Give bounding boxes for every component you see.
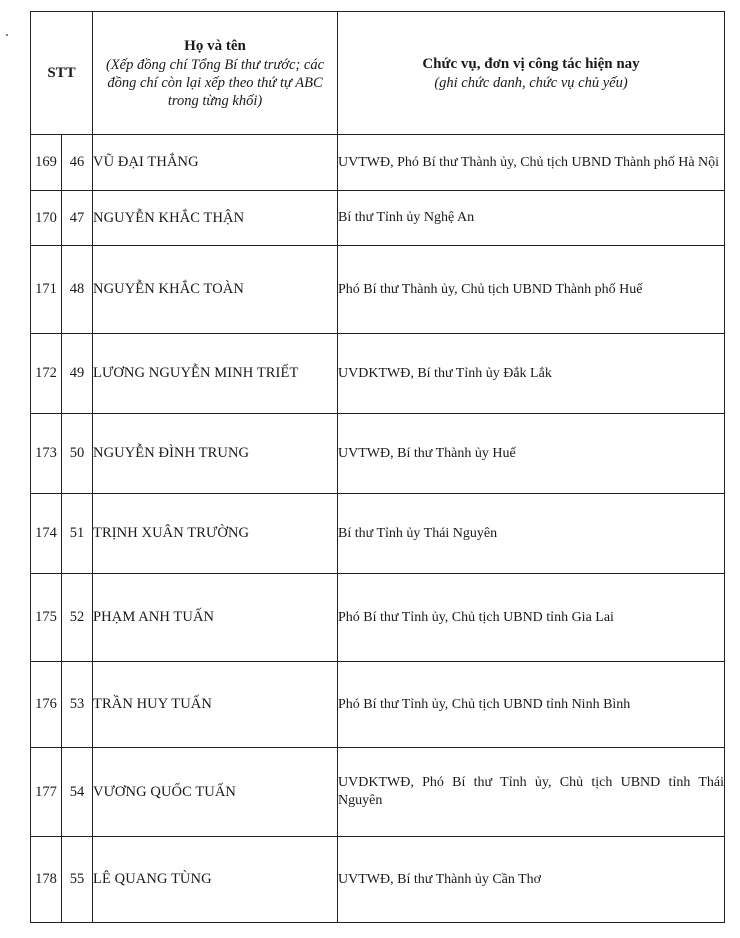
row-stt: 176 — [31, 662, 62, 748]
table-header-row — [31, 12, 725, 135]
row-name: VƯƠNG QUỐC TUẤN — [93, 748, 338, 837]
row-name: NGUYỄN KHẮC THẬN — [93, 191, 338, 246]
row-position: UVDKTWĐ, Bí thư Tỉnh ủy Đắk Lắk — [338, 334, 725, 414]
row-stt: 178 — [31, 837, 62, 923]
row-name: LÊ QUANG TÙNG — [93, 837, 338, 923]
row-stt: 174 — [31, 494, 62, 574]
row-name: NGUYỄN ĐÌNH TRUNG — [93, 414, 338, 494]
row-position: UVTWĐ, Bí thư Thành ủy Huế — [338, 414, 725, 494]
row-block-stt: 52 — [62, 574, 93, 662]
row-block-stt: 49 — [62, 334, 93, 414]
row-stt: 170 — [31, 191, 62, 246]
table-row — [31, 191, 725, 246]
row-block-stt: 50 — [62, 414, 93, 494]
header-name-note: (Xếp đồng chí Tổng Bí thư trước; các đồng chí còn lại xếp theo thứ tự ABC trong từng khối) — [105, 56, 325, 109]
row-position: Phó Bí thư Tỉnh ủy, Chủ tịch UBND tỉnh Gia Lai — [338, 574, 725, 662]
row-position: Phó Bí thư Thành ủy, Chủ tịch UBND Thành phố Huế — [338, 246, 725, 334]
row-position: UVTWĐ, Phó Bí thư Thành ủy, Chủ tịch UBND Thành phố Hà Nội — [338, 135, 725, 191]
table-row — [31, 135, 725, 191]
table-row — [31, 837, 725, 923]
table-row — [31, 334, 725, 414]
table-row — [31, 246, 725, 334]
row-block-stt: 53 — [62, 662, 93, 748]
table-row — [31, 748, 725, 837]
row-stt: 175 — [31, 574, 62, 662]
row-position: UVDKTWĐ, Phó Bí thư Tỉnh ủy, Chủ tịch UBND tỉnh Thái Nguyên — [338, 748, 725, 837]
row-position: Bí thư Tỉnh ủy Thái Nguyên — [338, 494, 725, 574]
row-block-stt: 54 — [62, 748, 93, 837]
row-block-stt: 55 — [62, 837, 93, 923]
row-name: NGUYỄN KHẮC TOÀN — [93, 246, 338, 334]
row-block-stt: 48 — [62, 246, 93, 334]
row-block-stt: 46 — [62, 135, 93, 191]
row-stt: 172 — [31, 334, 62, 414]
header-position-title: Chức vụ, đơn vị công tác hiện nay — [422, 55, 640, 72]
header-stt: STT — [31, 12, 93, 135]
table-row — [31, 574, 725, 662]
scan-speck — [6, 34, 8, 36]
row-block-stt: 47 — [62, 191, 93, 246]
row-stt: 173 — [31, 414, 62, 494]
row-stt: 171 — [31, 246, 62, 334]
row-block-stt: 51 — [62, 494, 93, 574]
row-name: VŨ ĐẠI THẮNG — [93, 135, 338, 191]
row-name: PHẠM ANH TUẤN — [93, 574, 338, 662]
personnel-table — [30, 11, 725, 923]
header-name — [93, 12, 338, 135]
row-position: Phó Bí thư Tỉnh ủy, Chủ tịch UBND tỉnh Ninh Bình — [338, 662, 725, 748]
row-name: LƯƠNG NGUYỄN MINH TRIẾT — [93, 334, 338, 414]
row-name: TRẦN HUY TUẤN — [93, 662, 338, 748]
row-stt: 169 — [31, 135, 62, 191]
header-position-note: (ghi chức danh, chức vụ chủ yếu) — [434, 74, 628, 91]
table-row — [31, 662, 725, 748]
row-position: UVTWĐ, Bí thư Thành ủy Cần Thơ — [338, 837, 725, 923]
row-stt: 177 — [31, 748, 62, 837]
header-name-title: Họ và tên — [184, 37, 246, 54]
table-row — [31, 414, 725, 494]
row-name: TRỊNH XUÂN TRƯỜNG — [93, 494, 338, 574]
row-position: Bí thư Tỉnh ủy Nghệ An — [338, 191, 725, 246]
table-row — [31, 494, 725, 574]
header-position — [338, 12, 725, 135]
